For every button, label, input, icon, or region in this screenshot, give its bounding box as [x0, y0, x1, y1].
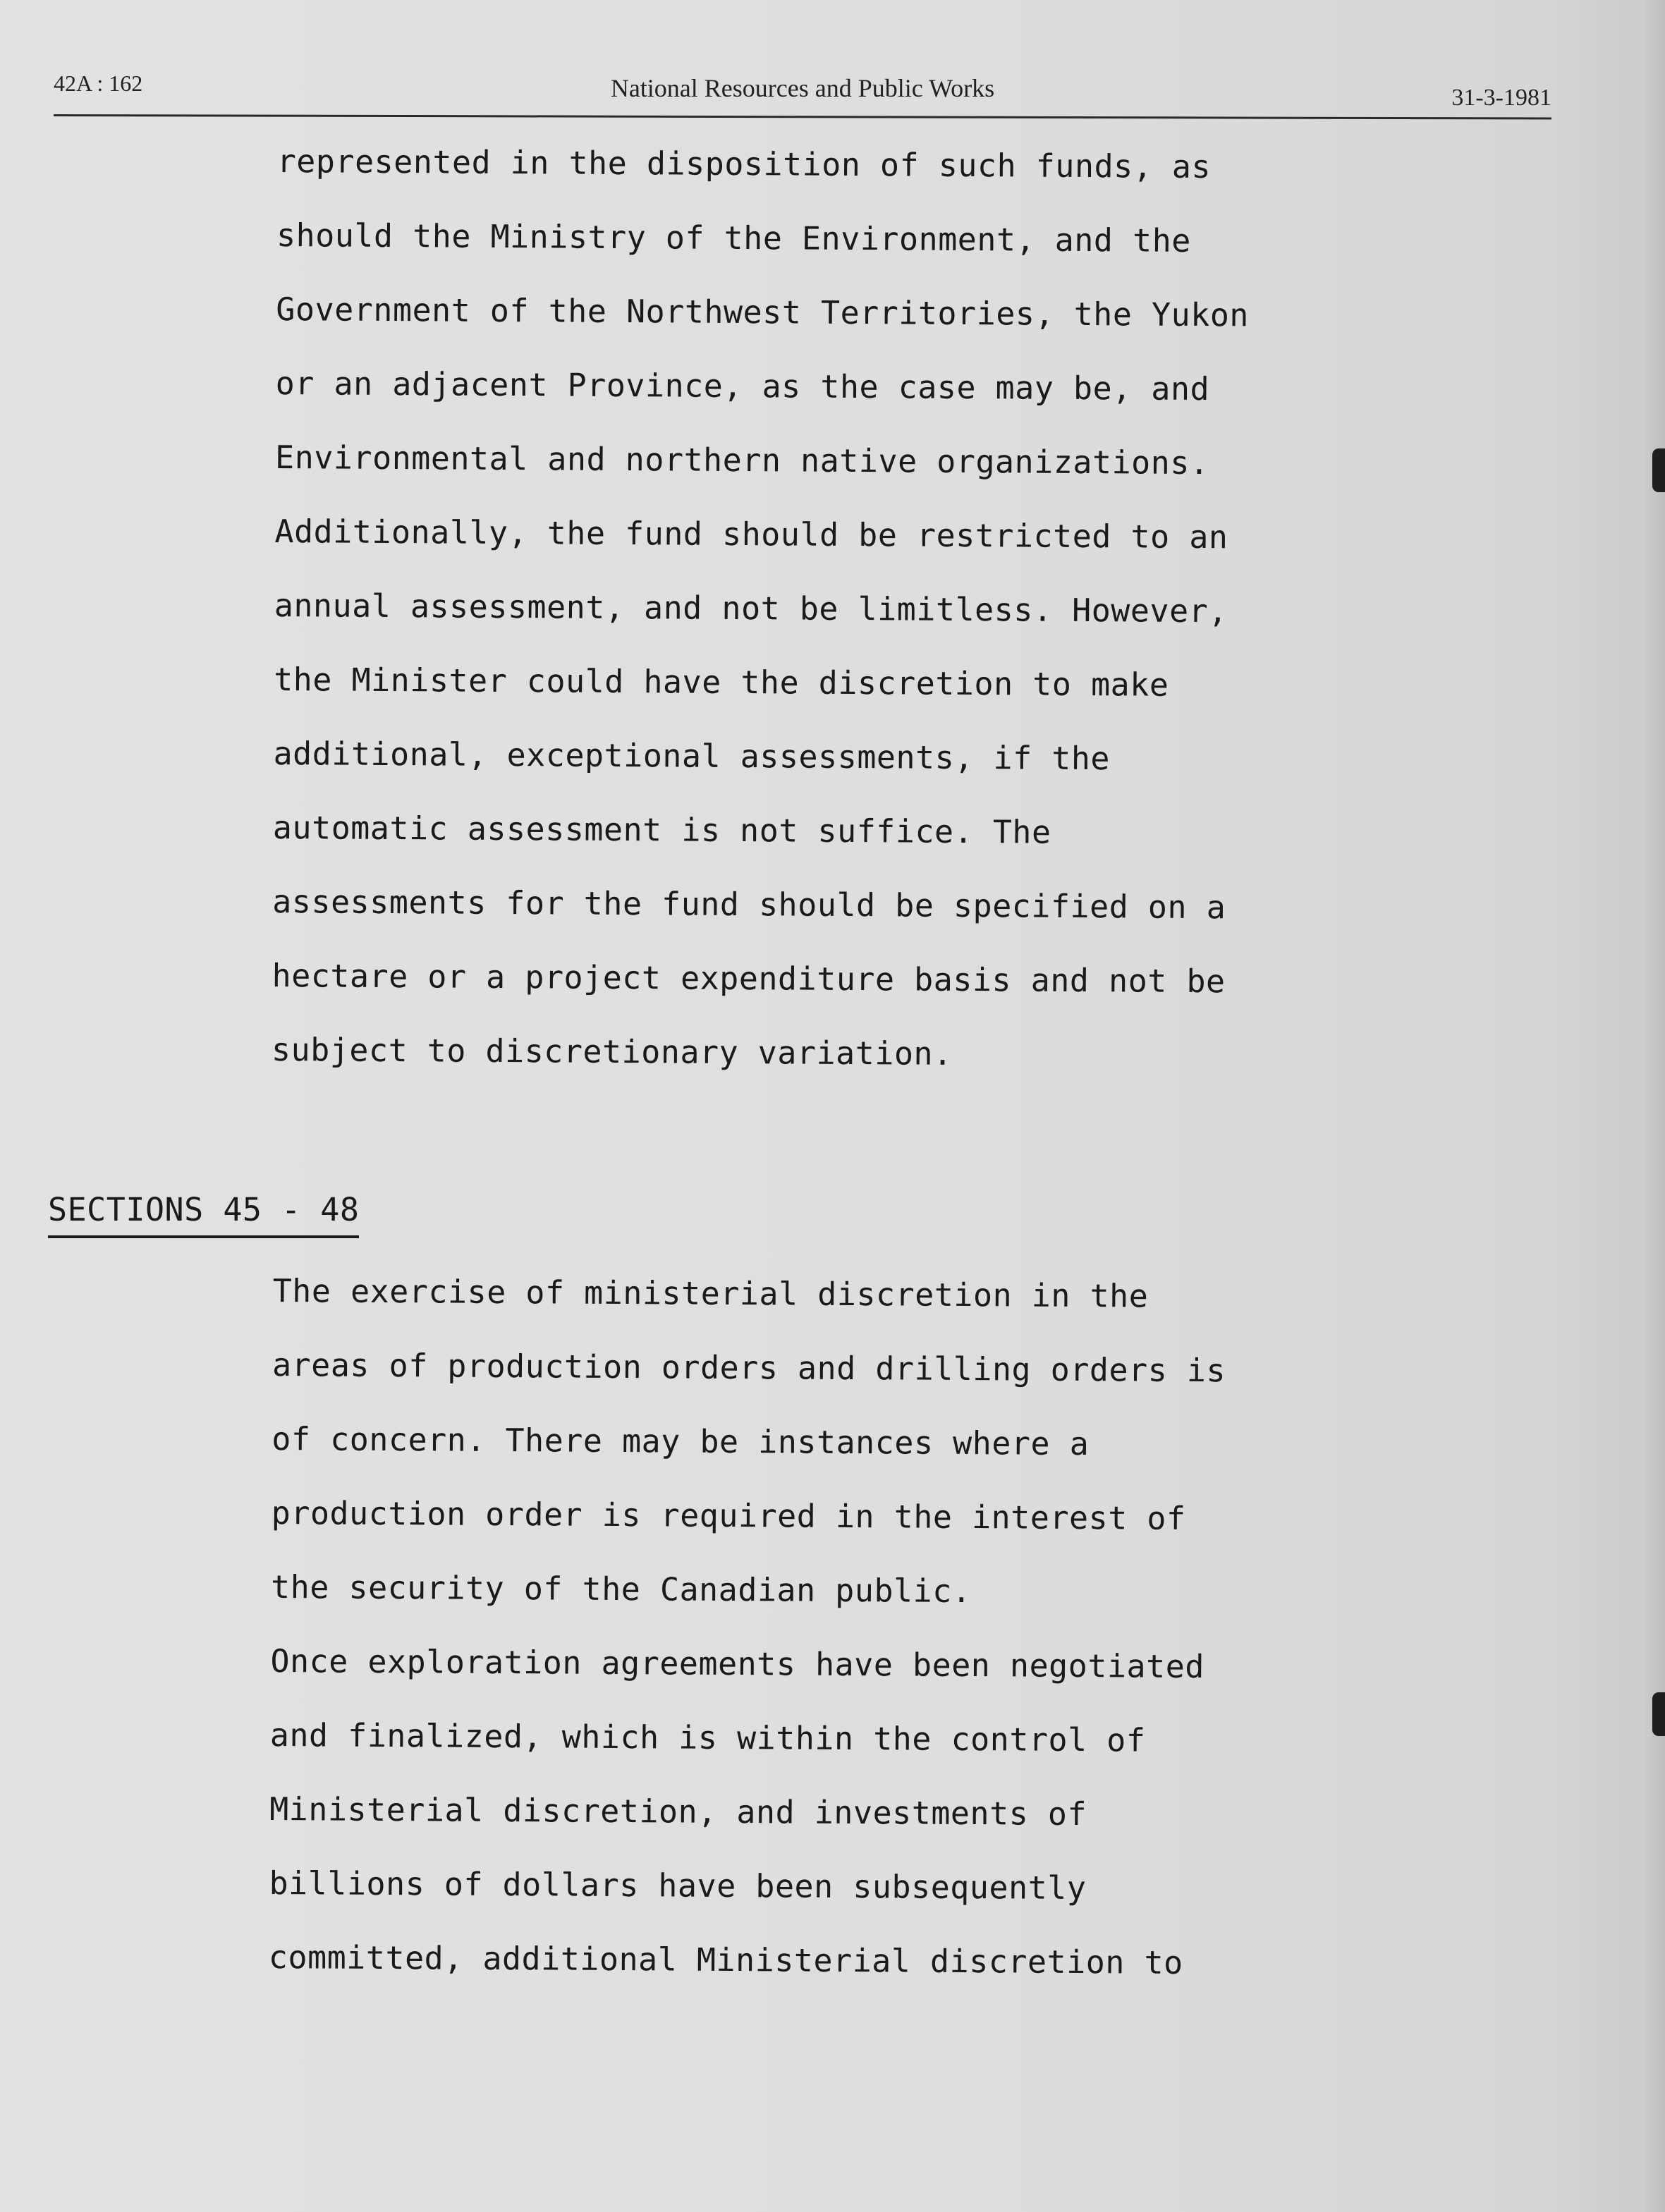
- header-date: 31-3-1981: [1451, 85, 1551, 111]
- header-rule: [54, 114, 1551, 119]
- page-edge-shadow: [1641, 0, 1665, 2212]
- text-line: Once exploration agreements have been negotiated: [270, 1642, 1205, 1686]
- text-line: hectare or a project expenditure basis and not be: [272, 956, 1226, 1001]
- text-line: and finalized, which is within the control of: [269, 1716, 1146, 1759]
- text-line: areas of production orders and drilling orders is: [272, 1345, 1226, 1390]
- text-line: The exercise of ministerial discretion in the: [272, 1271, 1149, 1315]
- text-line: or an adjacent Province, as the case may be, and: [275, 364, 1210, 408]
- text-line: subject to discretionary variation.: [271, 1030, 953, 1073]
- text-line: should the Ministry of the Environment, and the: [276, 216, 1192, 259]
- committee-title: National Resources and Public Works: [610, 74, 995, 102]
- section-heading: [48, 1189, 359, 1238]
- text-line: annual assessment, and not be limitless. However,: [274, 586, 1228, 630]
- text-line: production order is required in the interest of: [271, 1493, 1186, 1537]
- paragraph-ministerial-discretion: [269, 1254, 1226, 2000]
- text-line: the Minister could have the discretion to make: [274, 660, 1169, 704]
- text-line: assessments for the fund should be specified on a: [272, 882, 1226, 927]
- text-line: committed, additional Ministerial discretion to: [268, 1938, 1183, 1981]
- paragraph-fund-disposition: [272, 124, 1250, 1092]
- text-line: automatic assessment is not suffice. The: [272, 808, 1051, 851]
- text-line: billions of dollars have been subsequently: [269, 1864, 1087, 1907]
- page-header: [54, 65, 1551, 118]
- text-line: Government of the Northwest Territories, the Yukon: [276, 290, 1250, 334]
- binder-hole: [1652, 1692, 1665, 1736]
- binder-hole: [1652, 448, 1665, 492]
- text-line: additional, exceptional assessments, if the: [273, 734, 1111, 778]
- text-line: Additionally, the fund should be restricted to an: [274, 512, 1228, 556]
- text-line: of concern. There may be instances where a: [272, 1419, 1090, 1463]
- text-line: Environmental and northern native organizations.: [274, 438, 1209, 482]
- text-line: represented in the disposition of such funds, as: [276, 142, 1212, 186]
- text-line: Ministerial discretion, and investments of: [269, 1790, 1087, 1833]
- section-heading-text: SECTIONS 45 - 48: [48, 1189, 359, 1238]
- page-reference: 42A : 162: [54, 71, 143, 96]
- text-line: the security of the Canadian public.: [270, 1568, 972, 1611]
